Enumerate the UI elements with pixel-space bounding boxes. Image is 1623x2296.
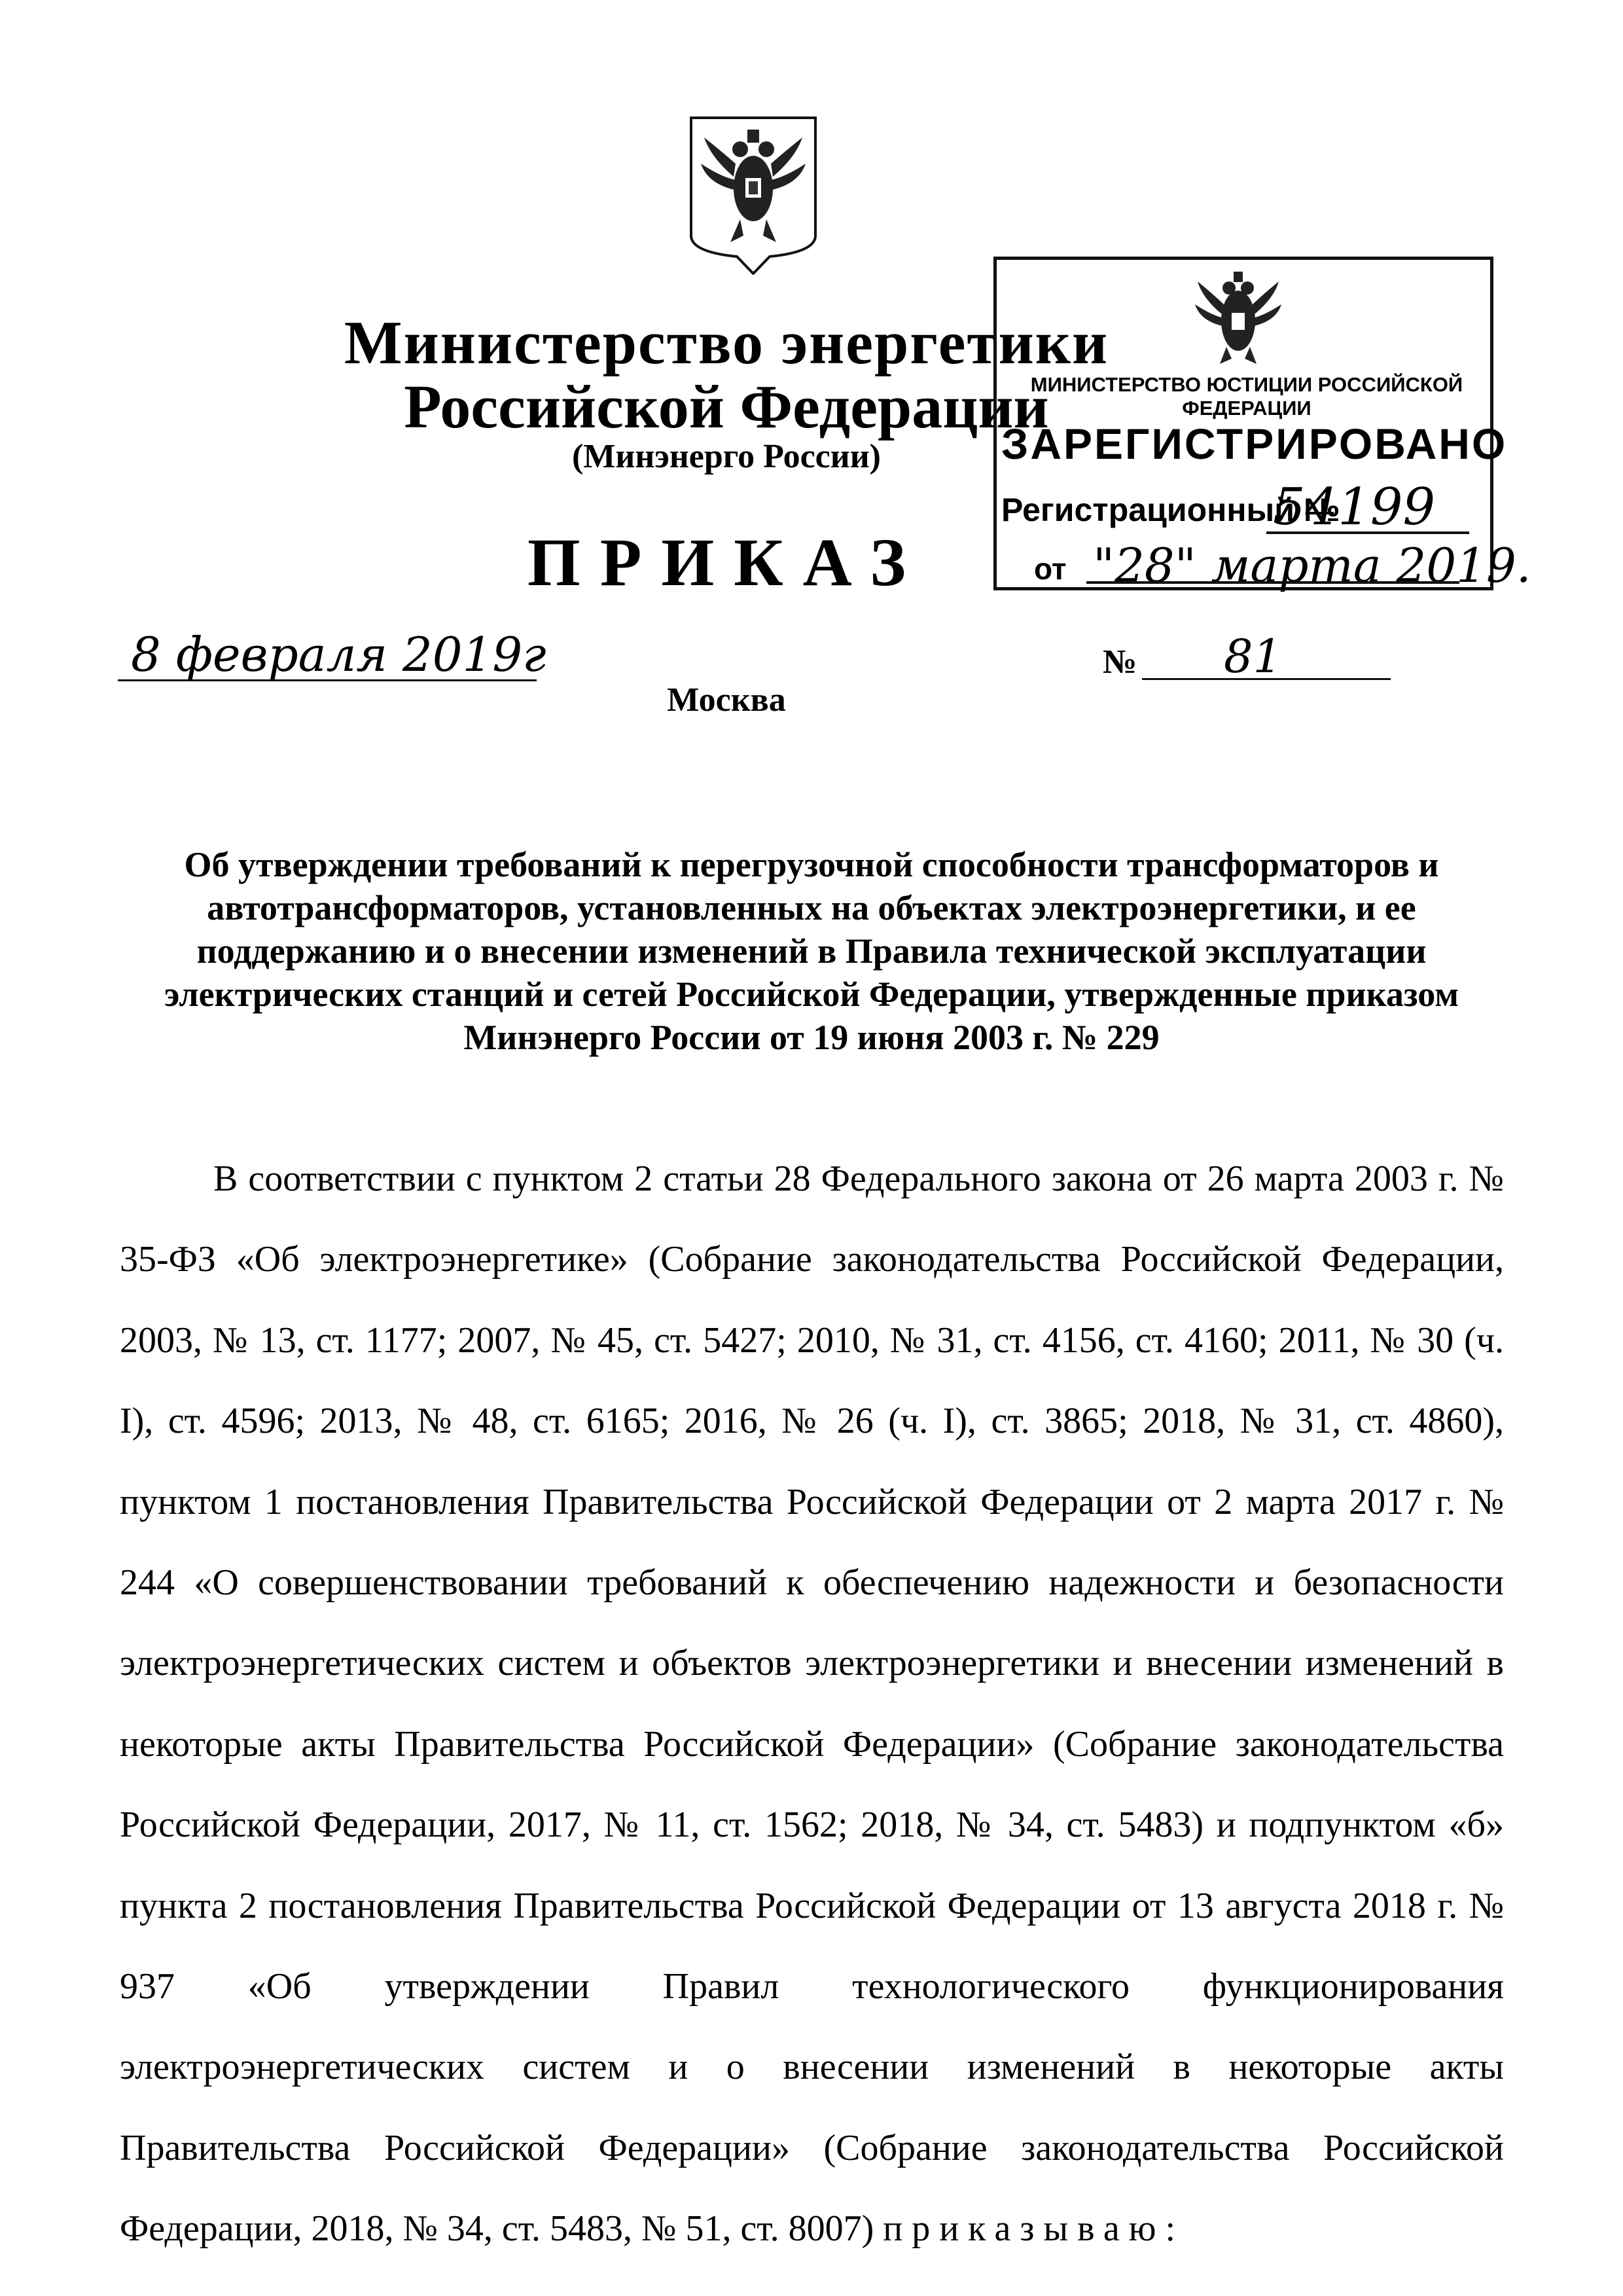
preamble-text: В соответствии с пунктом 2 статьи 28 Федерального закона от 26 марта 2003 г. № 35-ФЗ «Об электроэнергетике» (Собрание законодательства Российской Федерации, 2003, № 13, ст. 1177; 2007, № 45, ст. 5427; 2010, № 31, ст. 4156, ст. 4160; 2011, № 30 (ч. I), ст. 4596; 2013, № 48, ст. 6165; 2016, № 26 (ч. I), ст. 3865; 2018, № 31, ст. 4860), пунктом 1 постановления Правительства Российской Федерации от 2 марта 2017 г. № 244 «О совершенствовании требований к обеспечению надежности и безопасности электроэнергетических систем и объектов электроэнергетики и внесении изменений в некоторые акты Правительства Российской Федерации» (Собрание законодательства Российской Федерации, 2017, № 11, ст. 1562; 2018, № 34, ст. 5483) и подпунктом «б» пункта 2 постановления Правительства Российской Федерации от 13 августа 2018 г. № 937 «Об утверждении Правил технологического функционирования электроэнергетических систем и о внесении изменений в некоторые акты Правительства Российской Федерации» (Собрание законодательства Российской Федерации, 2018, № 34, ст. 5483, № 51, ст. 8007) bbox=[120, 1158, 1504, 2250]
ministry-name-line2: Российской Федерации bbox=[404, 373, 1049, 441]
stamp-registered: ЗАРЕГИСТРИРОВАНО bbox=[1001, 420, 1508, 468]
ministry-short-name: (Минэнерго России) bbox=[572, 438, 881, 475]
state-emblem bbox=[685, 111, 822, 275]
preamble-paragraph bbox=[120, 1139, 1504, 2270]
document-title: Об утверждении требований к перегрузочной способности трансформаторов и автотрансформаторов, установленных на объектах электроэнергетики, и ее поддержанию и о внесении изменений в Правила технической эксплуатации электрических станций и сетей Российской Федерации, утвержденные приказом Минэнерго России от 19 июня 2003 г. № 229 bbox=[164, 845, 1459, 1057]
stamp-date-value: "28" марта 2019. bbox=[1093, 538, 1531, 593]
ministry-name-line1: Министерство энергетики bbox=[344, 309, 1109, 377]
stamp-emblem bbox=[1186, 268, 1291, 367]
order-number-underline bbox=[1142, 678, 1391, 680]
stamp-date-prefix: от bbox=[1034, 552, 1067, 586]
stamp-regnum-value: 54199 bbox=[1273, 478, 1436, 537]
order-word: приказываю: bbox=[883, 2208, 1185, 2250]
stamp-regnum-label: Регистрационный № bbox=[1001, 492, 1340, 528]
city: Москва bbox=[667, 681, 786, 719]
stamp-ministry: МИНИСТЕРСТВО ЮСТИЦИИ РОССИЙСКОЙ ФЕДЕРАЦИИ bbox=[1030, 373, 1463, 420]
order-number: 81 bbox=[1224, 630, 1283, 683]
order-number-label: № bbox=[1103, 643, 1137, 681]
order-date: 8 февраля 2019г bbox=[131, 627, 546, 682]
document-type: ПРИКАЗ bbox=[527, 525, 926, 600]
